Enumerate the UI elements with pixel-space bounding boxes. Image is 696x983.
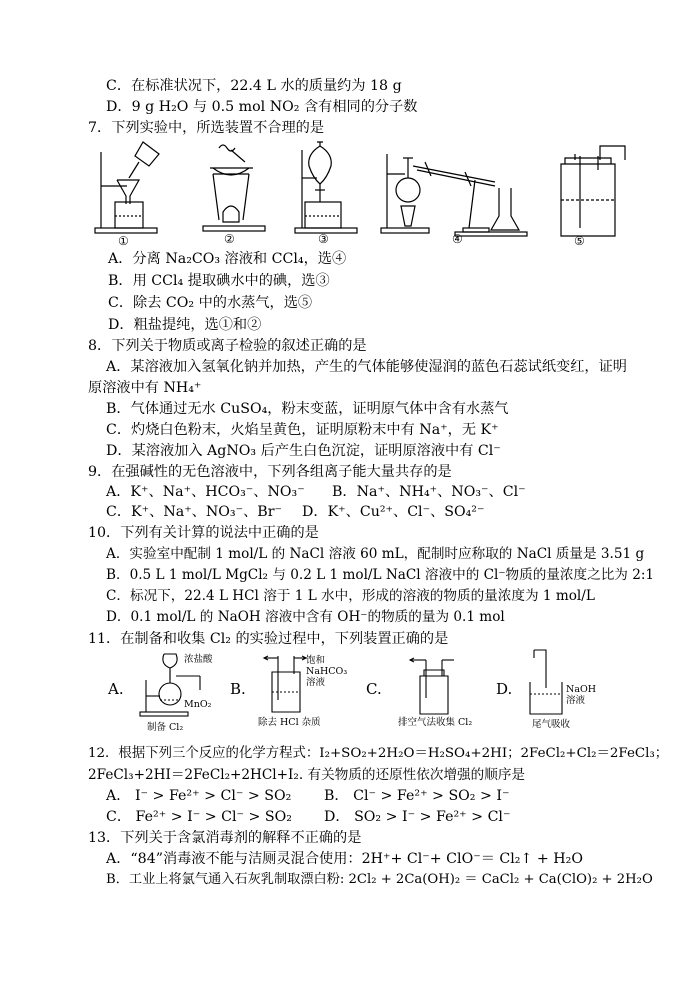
q11-stem: 11．在制备和收集 Cl₂ 的实验过程中，下列装置正确的是 [88, 631, 449, 647]
q13-option-a: A．“84”消毒液不能与洁厕灵混合使用：2H⁺+ Cl⁻+ ClO⁻＝ Cl₂↑ + H₂O [106, 851, 583, 867]
q12-stem-line1: 12．根据下列三个反应的化学方程式：I₂+SO₂+2H₂O＝H₂SO₄+2HI；2FeCl₂+Cl₂＝2FeCl₃； [88, 746, 669, 761]
q11-d-label-solution: 溶液 [566, 695, 586, 706]
q11-b-caption: 除去 HCl 杂质 [258, 717, 321, 728]
q6-option-d: D．9 g H₂O 与 0.5 mol NO₂ 含有相同的分子数 [106, 99, 418, 115]
q11-b-label-solution: 溶液 [306, 677, 326, 688]
q9-option-b: B．Na⁺、NH₄⁺、NO₃⁻、Cl⁻ [332, 484, 526, 500]
q7-option-c: C．除去 CO₂ 中的水蒸气，选⑤ [108, 295, 313, 311]
q12-option-c: C． Fe²⁺ > I⁻ > Cl⁻ > SO₂ [106, 809, 292, 825]
q8-stem: 8．下列关于物质或离子检验的叙述正确的是 [88, 338, 367, 354]
q7-option-a: A．分离 Na₂CO₃ 溶液和 CCl₄，选④ [108, 251, 347, 267]
q7-stem: 7．下列实验中，所选装置不合理的是 [88, 120, 325, 136]
q7-figure-label-3: ③ [318, 232, 329, 246]
q7-figure-label-2: ② [224, 232, 235, 246]
q9-stem: 9．在强碱性的无色溶液中，下列各组离子能大量共存的是 [88, 464, 452, 480]
q9-option-a: A．K⁺、Na⁺、HCO₃⁻、NO₃⁻ [106, 484, 305, 500]
q11-option-c-letter: C. [366, 680, 382, 698]
q12-stem-line2: 2FeCl₃+2HI＝2FeCl₂+2HCl+I₂. 有关物质的还原性依次增强的顺序是 [88, 767, 526, 783]
q7-figure-label-5: ⑤ [574, 234, 585, 248]
q12-option-a: A． I⁻ > Fe²⁺ > Cl⁻ > SO₂ [106, 788, 292, 804]
q10-option-a: A．实验室中配制 1 mol/L 的 NaCl 溶液 60 mL，配制时应称取的 NaCl 质量是 3.51 g [106, 546, 645, 562]
q11-apparatus-c [410, 654, 460, 722]
q8-option-d: D．某溶液加入 AgNO₃ 后产生白色沉淀，证明原溶液中有 Cl⁻ [106, 443, 501, 459]
q8-option-a-line1: A．某溶液加入氢氧化钠并加热，产生的气体能够使湿润的蓝色石蕊试纸变红，证明 [106, 359, 627, 375]
q7-apparatus-figure [95, 140, 535, 254]
q7-option-b: B．用 CCl₄ 提取碘水中的碘，选③ [108, 273, 330, 289]
q6-option-c: C．在标准状况下，22.4 L 水的质量约为 18 g [106, 78, 402, 94]
q11-c-caption: 排空气法收集 Cl₂ [398, 717, 473, 728]
q8-option-a-line2: 原溶液中有 NH₄⁺ [88, 380, 202, 396]
q11-apparatus-d [526, 648, 570, 722]
q11-a-label-mno2: MnO₂ [184, 699, 212, 710]
q11-option-a-letter: A. [108, 680, 124, 698]
q12-option-d: D． SO₂ > I⁻ > Fe²⁺ > Cl⁻ [324, 809, 511, 825]
q7-figure-label-4: ④ [452, 232, 463, 246]
q10-option-d: D．0.1 mol/L 的 NaOH 溶液中含有 OH⁻的物质的量为 0.1 mol [106, 609, 505, 625]
q11-d-label-naoh: NaOH [566, 684, 597, 695]
q11-a-label-hcl: 浓盐酸 [184, 654, 213, 665]
q7-option-d: D．粗盐提纯，选①和② [108, 317, 262, 333]
q13-stem: 13．下列关于含氯消毒剂的解释不正确的是 [88, 830, 362, 846]
q11-a-caption: 制备 Cl₂ [147, 722, 184, 733]
q12-option-b: B． Cl⁻ > Fe²⁺ > SO₂ > I⁻ [324, 788, 510, 804]
q11-option-d-letter: D. [496, 680, 513, 698]
q11-b-label-saturated: 饱和 [306, 655, 326, 666]
q10-option-c: C．标况下，22.4 L HCl 溶于 1 L 水中，形成的溶液的物质的量浓度为 1 mol/L [106, 588, 595, 604]
q10-option-b: B．0.5 L 1 mol/L MgCl₂ 与 0.2 L 1 mol/L NaCl 溶液中的 Cl⁻物质的量浓度之比为 2:1 [106, 567, 655, 583]
q8-option-b: B．气体通过无水 CuSO₄，粉末变蓝，证明原气体中含有水蒸气 [106, 401, 509, 417]
q11-option-b-letter: B. [230, 680, 246, 698]
q7-figure-label-1: ① [118, 234, 129, 248]
q9-option-c: C．K⁺、Na⁺、NO₃⁻、Br⁻ [106, 504, 282, 520]
q11-b-label-nahco3: NaHCO₃ [306, 666, 348, 677]
q11-d-caption: 尾气吸收 [532, 719, 571, 730]
q13-option-b: B．工业上将氯气通入石灰乳制取漂白粉: 2Cl₂ + 2Ca(OH)₂ ＝ CaCl₂ + Ca(ClO)₂ + 2H₂O [106, 872, 653, 887]
q9-option-d: D．K⁺、Cu²⁺、Cl⁻、SO₄²⁻ [302, 504, 485, 520]
q10-stem: 10．下列有关计算的说法中正确的是 [88, 525, 319, 541]
q8-option-c: C．灼烧白色粉末，火焰呈黄色，证明原粉末中有 Na⁺，无 K⁺ [106, 422, 499, 438]
